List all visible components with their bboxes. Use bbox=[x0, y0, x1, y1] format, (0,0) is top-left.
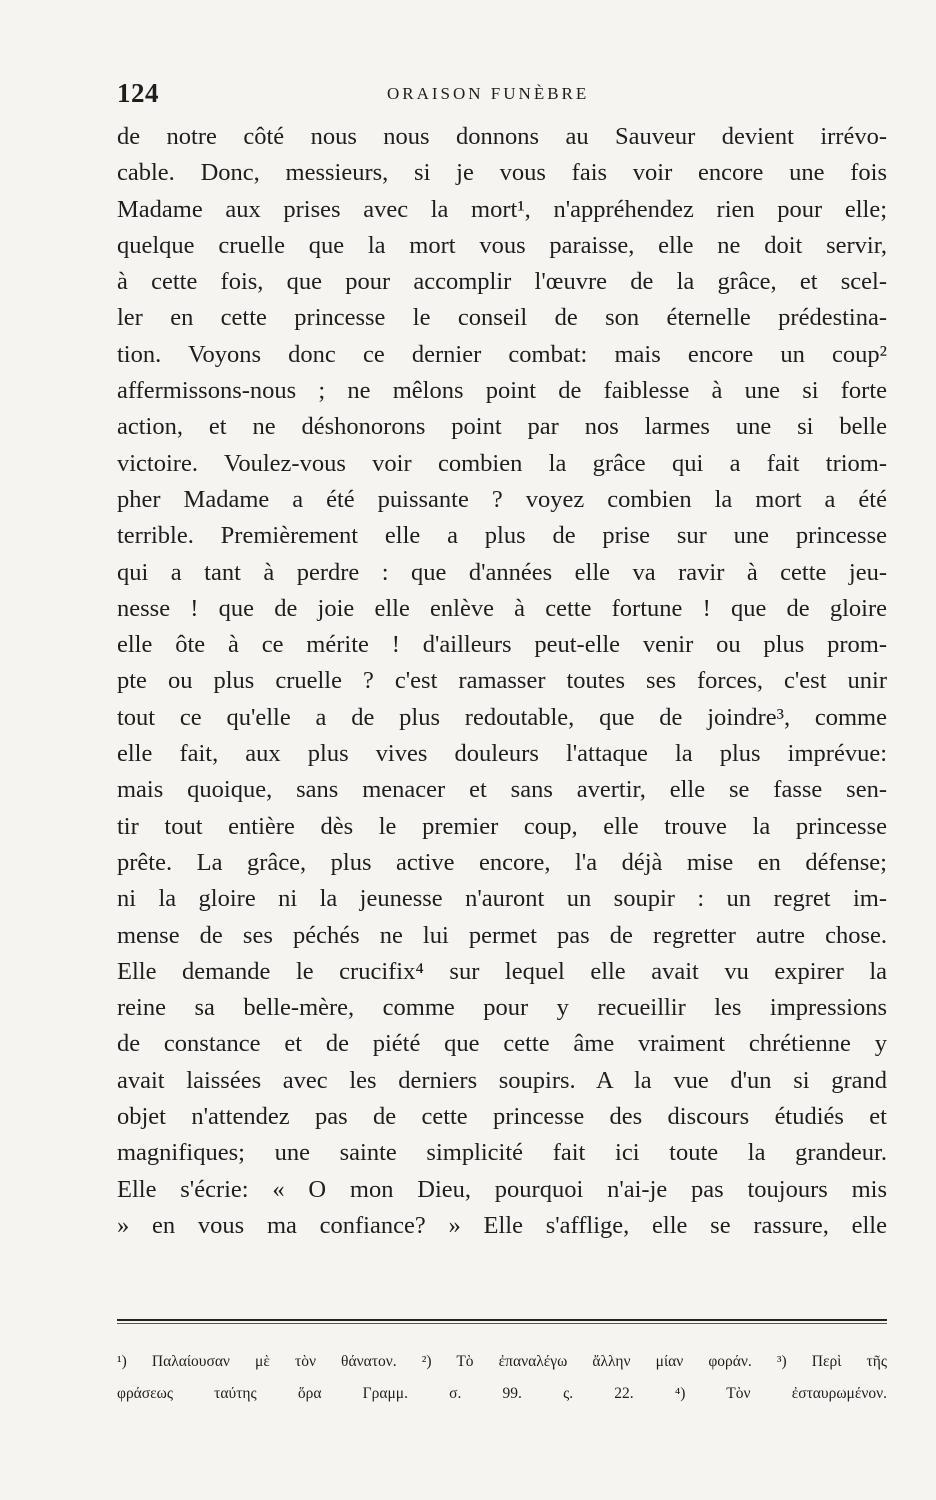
text-line: victoire. Voulez-vous voir combien la grâce qui a fait triom- bbox=[117, 449, 887, 477]
footnote-line: φράσεως ταύτης ὅρα Γραμμ. σ. 99. ς. 22. ⁴) Τὸν ἐσταυρωμένον. bbox=[117, 1385, 887, 1402]
text-line: pher Madame a été puissante ? voyez combien la mort a été bbox=[117, 485, 887, 513]
text-line: action, et ne déshonorons point par nos larmes une si belle bbox=[117, 413, 887, 441]
body-text bbox=[117, 119, 887, 1244]
footnote-line: ¹) Παλαίουσαν μὲ τὸν θάνατον. ²) Τὸ ἐπαναλέγω ἄλλην μίαν φοράν. ³) Περὶ τῆς bbox=[117, 1353, 887, 1370]
text-line: avait laissées avec les derniers soupirs. A la vue d'un si grand bbox=[117, 1066, 887, 1094]
text-line: de constance et de piété que cette âme vraiment chrétienne y bbox=[117, 1030, 887, 1058]
text-line: terrible. Premièrement elle a plus de prise sur une princesse bbox=[117, 522, 887, 550]
footnotes bbox=[117, 1346, 887, 1410]
text-line: ni la gloire ni la jeunesse n'auront un soupir : un regret im- bbox=[117, 885, 887, 913]
text-line: mais quoique, sans menacer et sans avertir, elle se fasse sen- bbox=[117, 776, 887, 804]
text-line: quelque cruelle que la mort vous paraisse, elle ne doit servir, bbox=[117, 231, 887, 259]
footnote-divider bbox=[117, 1319, 887, 1321]
footnote-divider-thin bbox=[117, 1323, 887, 1324]
text-line: cable. Donc, messieurs, si je vous fais voir encore une fois bbox=[117, 159, 887, 187]
page-header bbox=[117, 78, 887, 114]
text-line: » en vous ma confiance? » Elle s'afflige, elle se rassure, elle bbox=[117, 1211, 887, 1239]
text-line: prête. La grâce, plus active encore, l'a déjà mise en défense; bbox=[117, 848, 887, 876]
text-line: magnifiques; une sainte simplicité fait ici toute la grandeur. bbox=[117, 1139, 887, 1167]
text-line: Elle demande le crucifix⁴ sur lequel elle avait vu expirer la bbox=[117, 957, 887, 985]
text-line: ler en cette princesse le conseil de son éternelle prédestina- bbox=[117, 304, 887, 332]
text-line: mense de ses péchés ne lui permet pas de regretter autre chose. bbox=[117, 921, 887, 949]
text-line: tion. Voyons donc ce dernier combat: mais encore un coup² bbox=[117, 340, 887, 368]
text-line: de notre côté nous nous donnons au Sauveur devient irrévo- bbox=[117, 123, 887, 150]
text-line: affermissons-nous ; ne mêlons point de faiblesse à une si forte bbox=[117, 377, 887, 405]
text-line: qui a tant à perdre : que d'années elle va ravir à cette jeu- bbox=[117, 558, 887, 586]
text-line: reine sa belle-mère, comme pour y recueillir les impressions bbox=[117, 994, 887, 1022]
page-number: 124 bbox=[117, 78, 159, 108]
text-line: objet n'attendez pas de cette princesse des discours étudiés et bbox=[117, 1103, 887, 1131]
text-line: Elle s'écrie: « O mon Dieu, pourquoi n'ai-je pas toujours mis bbox=[117, 1175, 887, 1203]
text-line: pte ou plus cruelle ? c'est ramasser toutes ses forces, c'est unir bbox=[117, 667, 887, 695]
text-line: elle fait, aux plus vives douleurs l'attaque la plus imprévue: bbox=[117, 740, 887, 768]
text-line: tir tout entière dès le premier coup, elle trouve la princesse bbox=[117, 812, 887, 840]
text-line: Madame aux prises avec la mort¹, n'appréhendez rien pour elle; bbox=[117, 195, 887, 223]
running-title: ORAISON FUNÈBRE bbox=[387, 84, 590, 103]
text-line: tout ce qu'elle a de plus redoutable, que de joindre³, comme bbox=[117, 703, 887, 731]
text-line: à cette fois, que pour accomplir l'œuvre de la grâce, et scel- bbox=[117, 268, 887, 296]
text-line: elle ôte à ce mérite ! d'ailleurs peut-elle venir ou plus prom- bbox=[117, 631, 887, 659]
text-line: nesse ! que de joie elle enlève à cette fortune ! que de gloire bbox=[117, 594, 887, 622]
